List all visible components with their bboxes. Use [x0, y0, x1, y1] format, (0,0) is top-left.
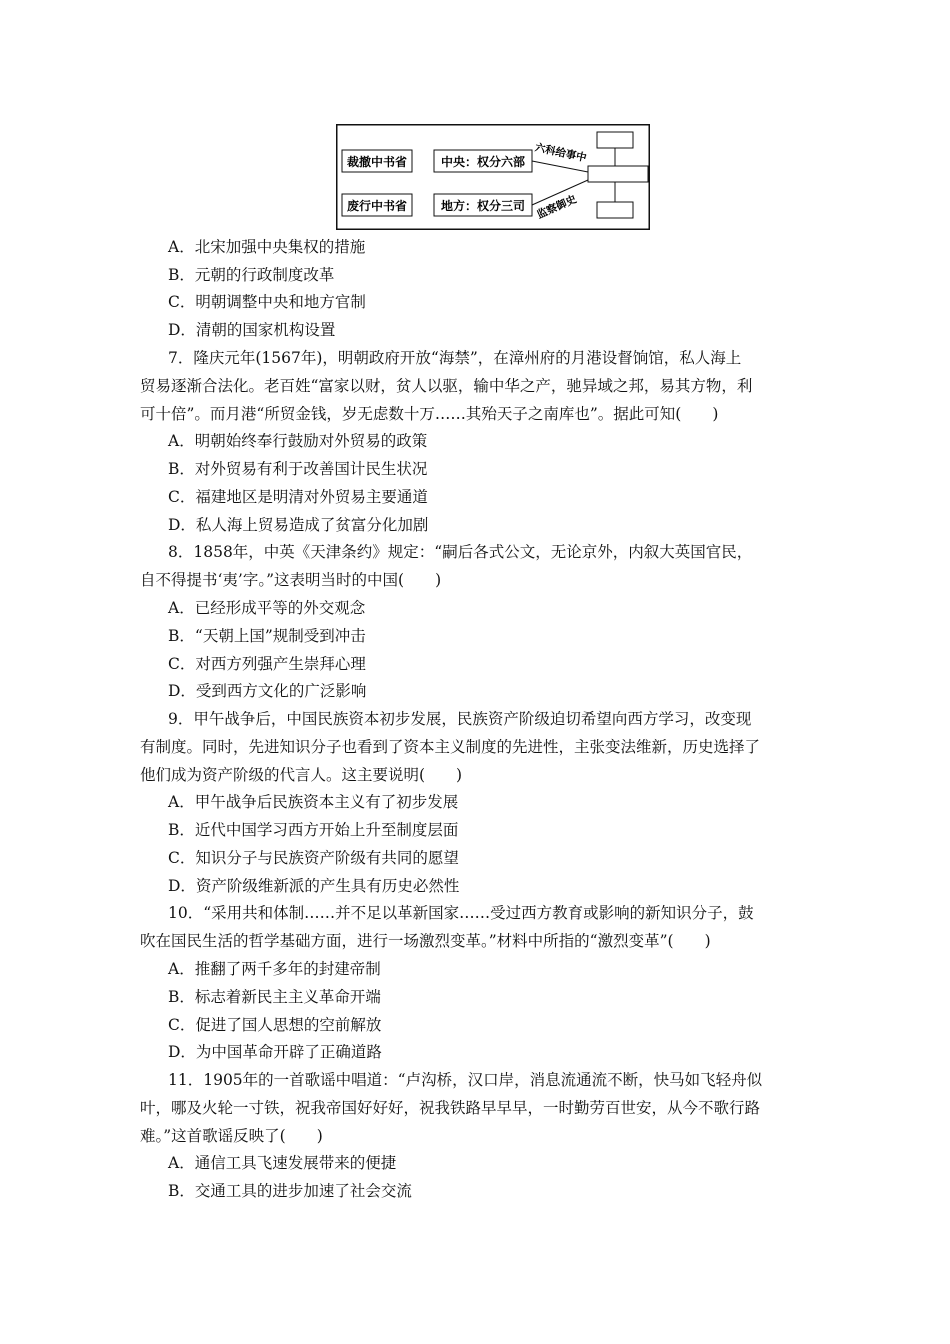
q8-stem-line-1: 8．1858年，中英《天津条约》规定：“嗣后各式公文，无论京外，内叙大英国官民，	[168, 543, 753, 561]
q9-stem-line-1: 9．甲午战争后，中国民族资本初步发展，民族资产阶级迫切希望向西方学习，改变现	[168, 710, 752, 728]
q7-option-a: A．明朝始终奉行鼓励对外贸易的政策	[168, 432, 428, 450]
q10-option-a: A．推翻了两千多年的封建帝制	[168, 960, 381, 978]
q9-option-c: C．知识分子与民族资产阶级有共同的愿望	[168, 849, 459, 867]
q7-option-b: B．对外贸易有利于改善国计民生状况	[168, 460, 428, 478]
q11-stem-line-3: 难。”这首歌谣反映了( )	[140, 1127, 323, 1145]
q8-option-b: B．“天朝上国”规制受到冲击	[168, 627, 366, 645]
q9-stem-line-3: 他们成为资产阶级的代言人。这主要说明( )	[140, 766, 463, 784]
q11-stem-line-1: 11．1905年的一首歌谣中唱道：“卢沟桥，汉口岸，消息流通流不断，快马如飞轻舟似	[168, 1071, 763, 1089]
q8-option-c: C．对西方列强产生崇拜心理	[168, 655, 366, 673]
q8-option-d: D．受到西方文化的广泛影响	[168, 682, 367, 700]
label-supervising-censor: 监察御史	[535, 193, 579, 222]
q9-option-a: A．甲午战争后民族资本主义有了初步发展	[168, 793, 459, 811]
q11-option-a: A．通信工具飞速发展带来的便捷	[168, 1154, 397, 1172]
q6-option-b: B．元朝的行政制度改革	[168, 266, 335, 284]
box-local-three-offices: 地方：权分三司	[440, 199, 526, 213]
q10-stem-line-2: 吹在国民生活的哲学基础方面，进行一场激烈变革。”材料中所指的“激烈变革”( )	[140, 932, 711, 950]
q9-stem-line-2: 有制度。同时，先进知识分子也看到了资本主义制度的先进性，主张变法维新，历史选择了	[140, 738, 761, 756]
q7-option-d: D．私人海上贸易造成了贫富分化加剧	[168, 516, 429, 534]
q8-stem-line-2: 自不得提书‘夷’字。”这表明当时的中国( )	[140, 571, 442, 589]
q11-option-b: B．交通工具的进步加速了社会交流	[168, 1182, 412, 1200]
q6-option-c: C．明朝调整中央和地方官制	[168, 293, 366, 311]
q10-option-c: C．促进了国人思想的空前解放	[168, 1016, 382, 1034]
q8-option-a: A．已经形成平等的外交观念	[168, 599, 366, 617]
q7-stem-line-3: 可十倍”。而月港“所贸金钱，岁无虑数十万……其殆天子之南库也”。据此可知( )	[140, 405, 719, 423]
q9-option-b: B．近代中国学习西方开始上升至制度层面	[168, 821, 459, 839]
box-abolish-secretariat: 裁撤中书省	[346, 155, 408, 169]
q11-stem-line-2: 叶，哪及火轮一寸铁，祝我帝国好好好，祝我铁路早早早，一时勤劳百世安，从今不歌行路	[140, 1099, 761, 1117]
q10-option-b: B．标志着新民主主义革命开端	[168, 988, 381, 1006]
q7-stem-line-2: 贸易逐渐合法化。老百姓“富家以财，贫人以驱，输中华之产，驰异域之邦，易其方物，利	[140, 377, 753, 395]
box-central-six-ministries: 中央：权分六部	[440, 155, 526, 169]
label-six-censors: 六科给事中	[533, 141, 588, 165]
q6-option-d: D．清朝的国家机构设置	[168, 321, 336, 339]
q9-option-d: D．资产阶级维新派的产生具有历史必然性	[168, 877, 460, 895]
q10-stem-line-1: 10．“采用共和体制……并不足以革新国家……受过西方教育或影响的新知识分子，鼓	[168, 904, 754, 922]
box-abolish-provincial: 废行中书省	[346, 199, 408, 213]
q7-option-c: C．福建地区是明清对外贸易主要通道	[168, 488, 428, 506]
q7-stem-line-1: 7．隆庆元年(1567年)，明朝政府开放“海禁”，在漳州府的月港设督饷馆，私人海上	[168, 349, 742, 367]
q6-option-a: A．北宋加强中央集权的措施	[168, 238, 366, 256]
government-structure-diagram	[336, 124, 650, 230]
q10-option-d: D．为中国革命开辟了正确道路	[168, 1043, 382, 1061]
